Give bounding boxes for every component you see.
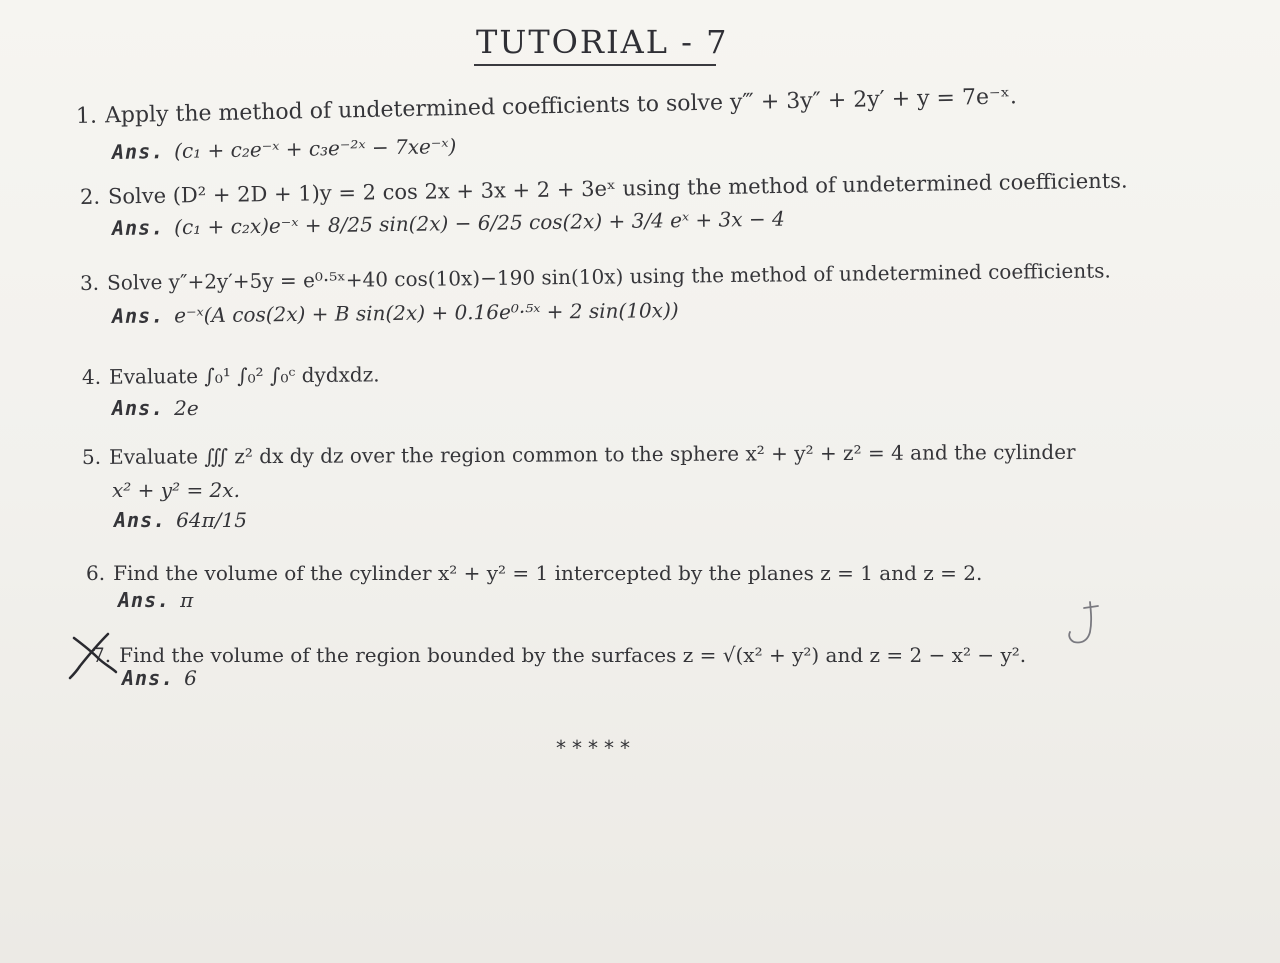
- problem-5-continuation: x² + y² = 2x.: [112, 478, 240, 502]
- answer-text: 6: [184, 666, 197, 690]
- problem-text: Solve y″+2y′+5y = e⁰·⁵ˣ+40 cos(10x)−190 sin(10x) using the method of undetermined coefficients.: [106, 258, 1111, 295]
- handwritten-cross-icon: [68, 628, 118, 680]
- answer-text: e⁻ˣ(A cos(2x) + B sin(2x) + 0.16e⁰·⁵ˣ + 2 sin(10x)): [174, 298, 679, 328]
- problem-number: 4.: [81, 364, 102, 389]
- answer-label: Ans.: [111, 139, 165, 164]
- problem-number: 1.: [75, 103, 98, 129]
- answer-2: [112, 207, 785, 240]
- answer-label: Ans.: [114, 508, 167, 532]
- problem-text: Solve (D² + 2D + 1)y = 2 cos 2x + 3x + 2 + 3eˣ using the method of undetermined coefficients.: [107, 168, 1128, 209]
- answer-text: (c₁ + c₂x)e⁻ˣ + 8/25 sin(2x) − 6/25 cos(2x) + 3/4 eˣ + 3x − 4: [173, 206, 785, 240]
- problem-5: [82, 439, 1076, 470]
- problem-text: Evaluate ∫₀¹ ∫₀² ∫₀ᶜ dydxdz.: [108, 362, 380, 389]
- problem-text: Find the volume of the cylinder x² + y² = 1 intercepted by the planes z = 1 and z = 2.: [113, 561, 983, 585]
- problem-text: Evaluate ∭ z² dx dy dz over the region common to the sphere x² + y² + z² = 4 and the cylinder: [109, 439, 1076, 469]
- answer-text: π: [180, 588, 194, 612]
- answer-label: Ans.: [122, 666, 175, 690]
- problem-2: [80, 168, 1128, 210]
- answer-label: Ans.: [112, 396, 165, 420]
- answer-text: 64π/15: [176, 508, 247, 532]
- problem-7: [92, 642, 1026, 668]
- answer-7: [122, 666, 197, 690]
- answer-text: 2e: [174, 396, 199, 420]
- problem-6: [86, 560, 982, 586]
- problem-text: Apply the method of undetermined coefficients to solve y‴ + 3y″ + 2y′ + y = 7e⁻ˣ.: [104, 84, 1018, 129]
- handwritten-tick-icon: [1060, 598, 1106, 648]
- problem-number: 6.: [86, 561, 106, 585]
- problem-text: Find the volume of the region bounded by the surfaces z = √(x² + y²) and z = 2 − x² − y².: [119, 643, 1027, 667]
- answer-label: Ans.: [118, 588, 171, 612]
- answer-text: (c₁ + c₂e⁻ˣ + c₃e⁻²ˣ − 7xe⁻ˣ): [173, 133, 457, 163]
- problem-number: 2.: [79, 184, 101, 209]
- problem-3: [80, 257, 1111, 296]
- problem-1: [76, 84, 1017, 130]
- answer-6: [118, 588, 193, 612]
- title-underline: [474, 64, 716, 66]
- answer-1: [112, 134, 457, 164]
- problem-number: 3.: [79, 270, 100, 295]
- answer-3: [112, 298, 679, 328]
- problem-4: [82, 361, 380, 390]
- problem-number: 5.: [81, 444, 102, 469]
- problem-number: 7.: [92, 643, 112, 667]
- footer-stars: *****: [556, 736, 636, 760]
- answer-label: Ans.: [111, 303, 165, 328]
- answer-5: [114, 508, 247, 532]
- answer-4: [112, 396, 199, 420]
- answer-label: Ans.: [111, 215, 165, 240]
- page-title: TUTORIAL - 7: [476, 23, 729, 61]
